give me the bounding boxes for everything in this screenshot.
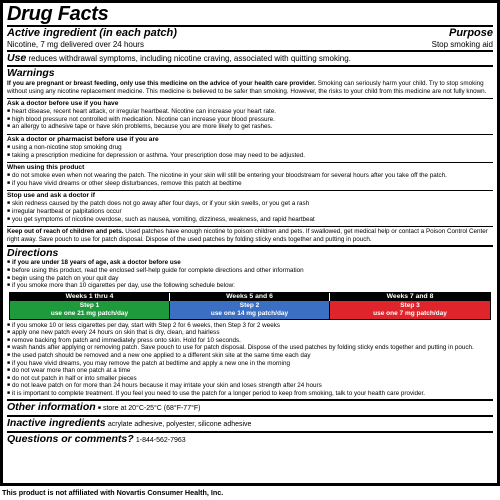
list-item: ■ using a non-nicotine stop smoking drug [7,144,493,152]
questions-heading: Questions or comments? [7,432,134,445]
pregnancy-warning [7,79,493,97]
list-item: ■ if you have vivid dreams or other sleep disturbances, remove this patch at bedtime [7,180,493,188]
list-item: ■ if you smoke 10 or less cigarettes per day, start with Step 2 for 6 weeks, then Step 3 for 2 weeks [7,322,493,330]
warnings-heading: Warnings [7,67,55,79]
use-heading: Use [7,52,27,64]
dose-cell-step-2 [170,301,330,319]
list-item: ■ heart disease, recent heart attack, or irregular heartbeat. Nicotine can increase your heart rate. [7,108,493,116]
ask-doctor-block [7,99,493,133]
list-item: ■ if you have vivid dreams, you may remove the patch at bedtime and apply a new one in the morning [7,360,493,368]
other-information-text: ■ store at 20°C-25°C (68°F-77°F) [98,405,201,412]
list-item: ■ apply one new patch every 24 hours on skin that is dry, clean, and hairless [7,329,493,337]
keep-out-text: Used patches have enough nicotine to poison children and pets. If swallowed, get medical help or contact a Poison Control Center right away. Save pouch to use for patch disposal. Dispose of the used patches by folding sticky ends together and putting in pouch. [7,228,488,243]
table-header: Weeks 5 and 6 [170,293,330,301]
active-ingredient-heading: Active ingredient (in each patch) [7,27,177,39]
when-using-heading: When using this product [7,164,85,172]
purpose-text: Stop smoking aid [431,40,493,49]
pregnancy-warning-text: Smoking can seriously harm your child. Try to stop smoking without using any nicotine replacement medicine. This medicine is believed to be safer than smoking. However, the risks to your child from this medicine are not fully known. [7,80,487,95]
active-ingredient-header [7,27,493,40]
list-item: ■ begin using the patch on your quit day [7,275,493,283]
directions-heading: Directions [7,247,59,260]
step-label: Step 2 [239,301,260,309]
footer-disclaimer: This product is not affiliated with Novartis Consumer Health, Inc. [2,488,224,497]
other-information-section [7,401,493,415]
dose-cell-step-3 [330,301,490,319]
questions-section [7,433,493,447]
drug-facts-title: Drug Facts [7,3,109,25]
list-item: ■ skin redness caused by the patch does not go away after four days, or if your skin swells, or you get a rash [7,200,493,208]
purpose-heading: Purpose [448,27,493,39]
list-item: ■ high blood pressure not controlled with medication. Nicotine can increase your blood pressure. [7,116,493,124]
inactive-ingredients-heading: Inactive ingredients [7,416,106,429]
other-information-heading: Other information [7,400,96,413]
warnings-section [7,67,493,245]
questions-phone: 1-844-562-7963 [135,436,186,444]
active-ingredient-text: Nicotine, 7 mg delivered over 24 hours [7,40,144,49]
list-item: ■ before using this product, read the enclosed self-help guide for complete directions and other information [7,267,493,275]
active-ingredient-row [7,40,493,50]
keep-out-bold: Keep out of reach of children and pets. [7,228,124,236]
inactive-ingredients-section [7,417,493,431]
list-item: ■ irregular heartbeat or palpitations occur [7,208,493,216]
table-header: Weeks 7 and 8 [330,293,490,301]
use-section [7,52,493,65]
ask-pharmacist-block [7,135,493,161]
list-item: ■ wash hands after applying or removing patch. Save pouch to use for patch disposal. Dispose of the used patches by folding sticky ends together and putting in pouch. [7,344,493,352]
list-item: ■ if you smoke more than 10 cigarettes per day, use the following schedule below: [7,282,493,290]
list-item: ■ taking a prescription medicine for depression or asthma. Your prescription dose may need to be adjusted. [7,152,493,160]
table-header: Weeks 1 thru 4 [10,293,170,301]
step-label: Step 1 [79,301,100,309]
inactive-ingredients-text: acrylate adhesive, polyester, silicone adhesive [107,420,252,428]
directions-item-bold: if you are under 18 years of age, ask a doctor before use [12,259,181,267]
list-item: ■ do not wear more than one patch at a time [7,367,493,375]
step-label: Step 3 [400,301,420,309]
list-item: ■ you get symptoms of nicotine overdose, such as nausea, vomiting, dizziness, weakness, and rapid heartbeat [7,216,493,224]
list-item: ■ do not leave patch on for more than 24 hours because it may irritate your skin and loses strength after 24 hours [7,382,493,390]
keep-out-of-reach [7,227,493,245]
list-item: ■ the used patch should be removed and a new one applied to a different skin site at the same time each day [7,352,493,360]
dosing-schedule-table [9,292,491,320]
dose-cell-step-1 [10,301,170,319]
use-text: reduces withdrawal symptoms, including nicotine craving, associated with quitting smoking. [28,54,351,63]
stop-use-block [7,191,493,225]
pregnancy-warning-bold: If you are pregnant or breast feeding, only use this medicine on the advice of your health care provider. [7,80,316,87]
list-item: ■ remove backing from patch and immediately press onto skin. Hold for 10 seconds. [7,337,493,345]
dose-label: use one 7 mg patch/day [373,309,447,317]
ask-pharmacist-heading: Ask a doctor or pharmacist before use if you are [7,135,159,143]
dose-label: use one 14 mg patch/day [210,309,289,317]
list-item: ■ do not smoke even when not wearing the patch. The nicotine in your skin will still be entering your bloodstream for several hours after you take off the patch. [7,172,493,180]
list-item [7,259,493,267]
directions-section [7,247,493,398]
list-item: ■ an allergy to adhesive tape or have skin problems, because you are more likely to get rashes. [7,123,493,131]
stop-use-heading: Stop use and ask a doctor if [7,192,95,200]
when-using-block [7,163,493,189]
list-item: ■ do not cut patch in half or into smaller pieces [7,375,493,383]
ask-doctor-heading: Ask a doctor before use if you have [7,100,119,108]
dose-label: use one 21 mg patch/day [50,309,129,317]
list-item: ■ it is important to complete treatment. If you feel you need to use the patch for a longer period to keep from smoking, talk to your health care provider. [7,390,493,399]
